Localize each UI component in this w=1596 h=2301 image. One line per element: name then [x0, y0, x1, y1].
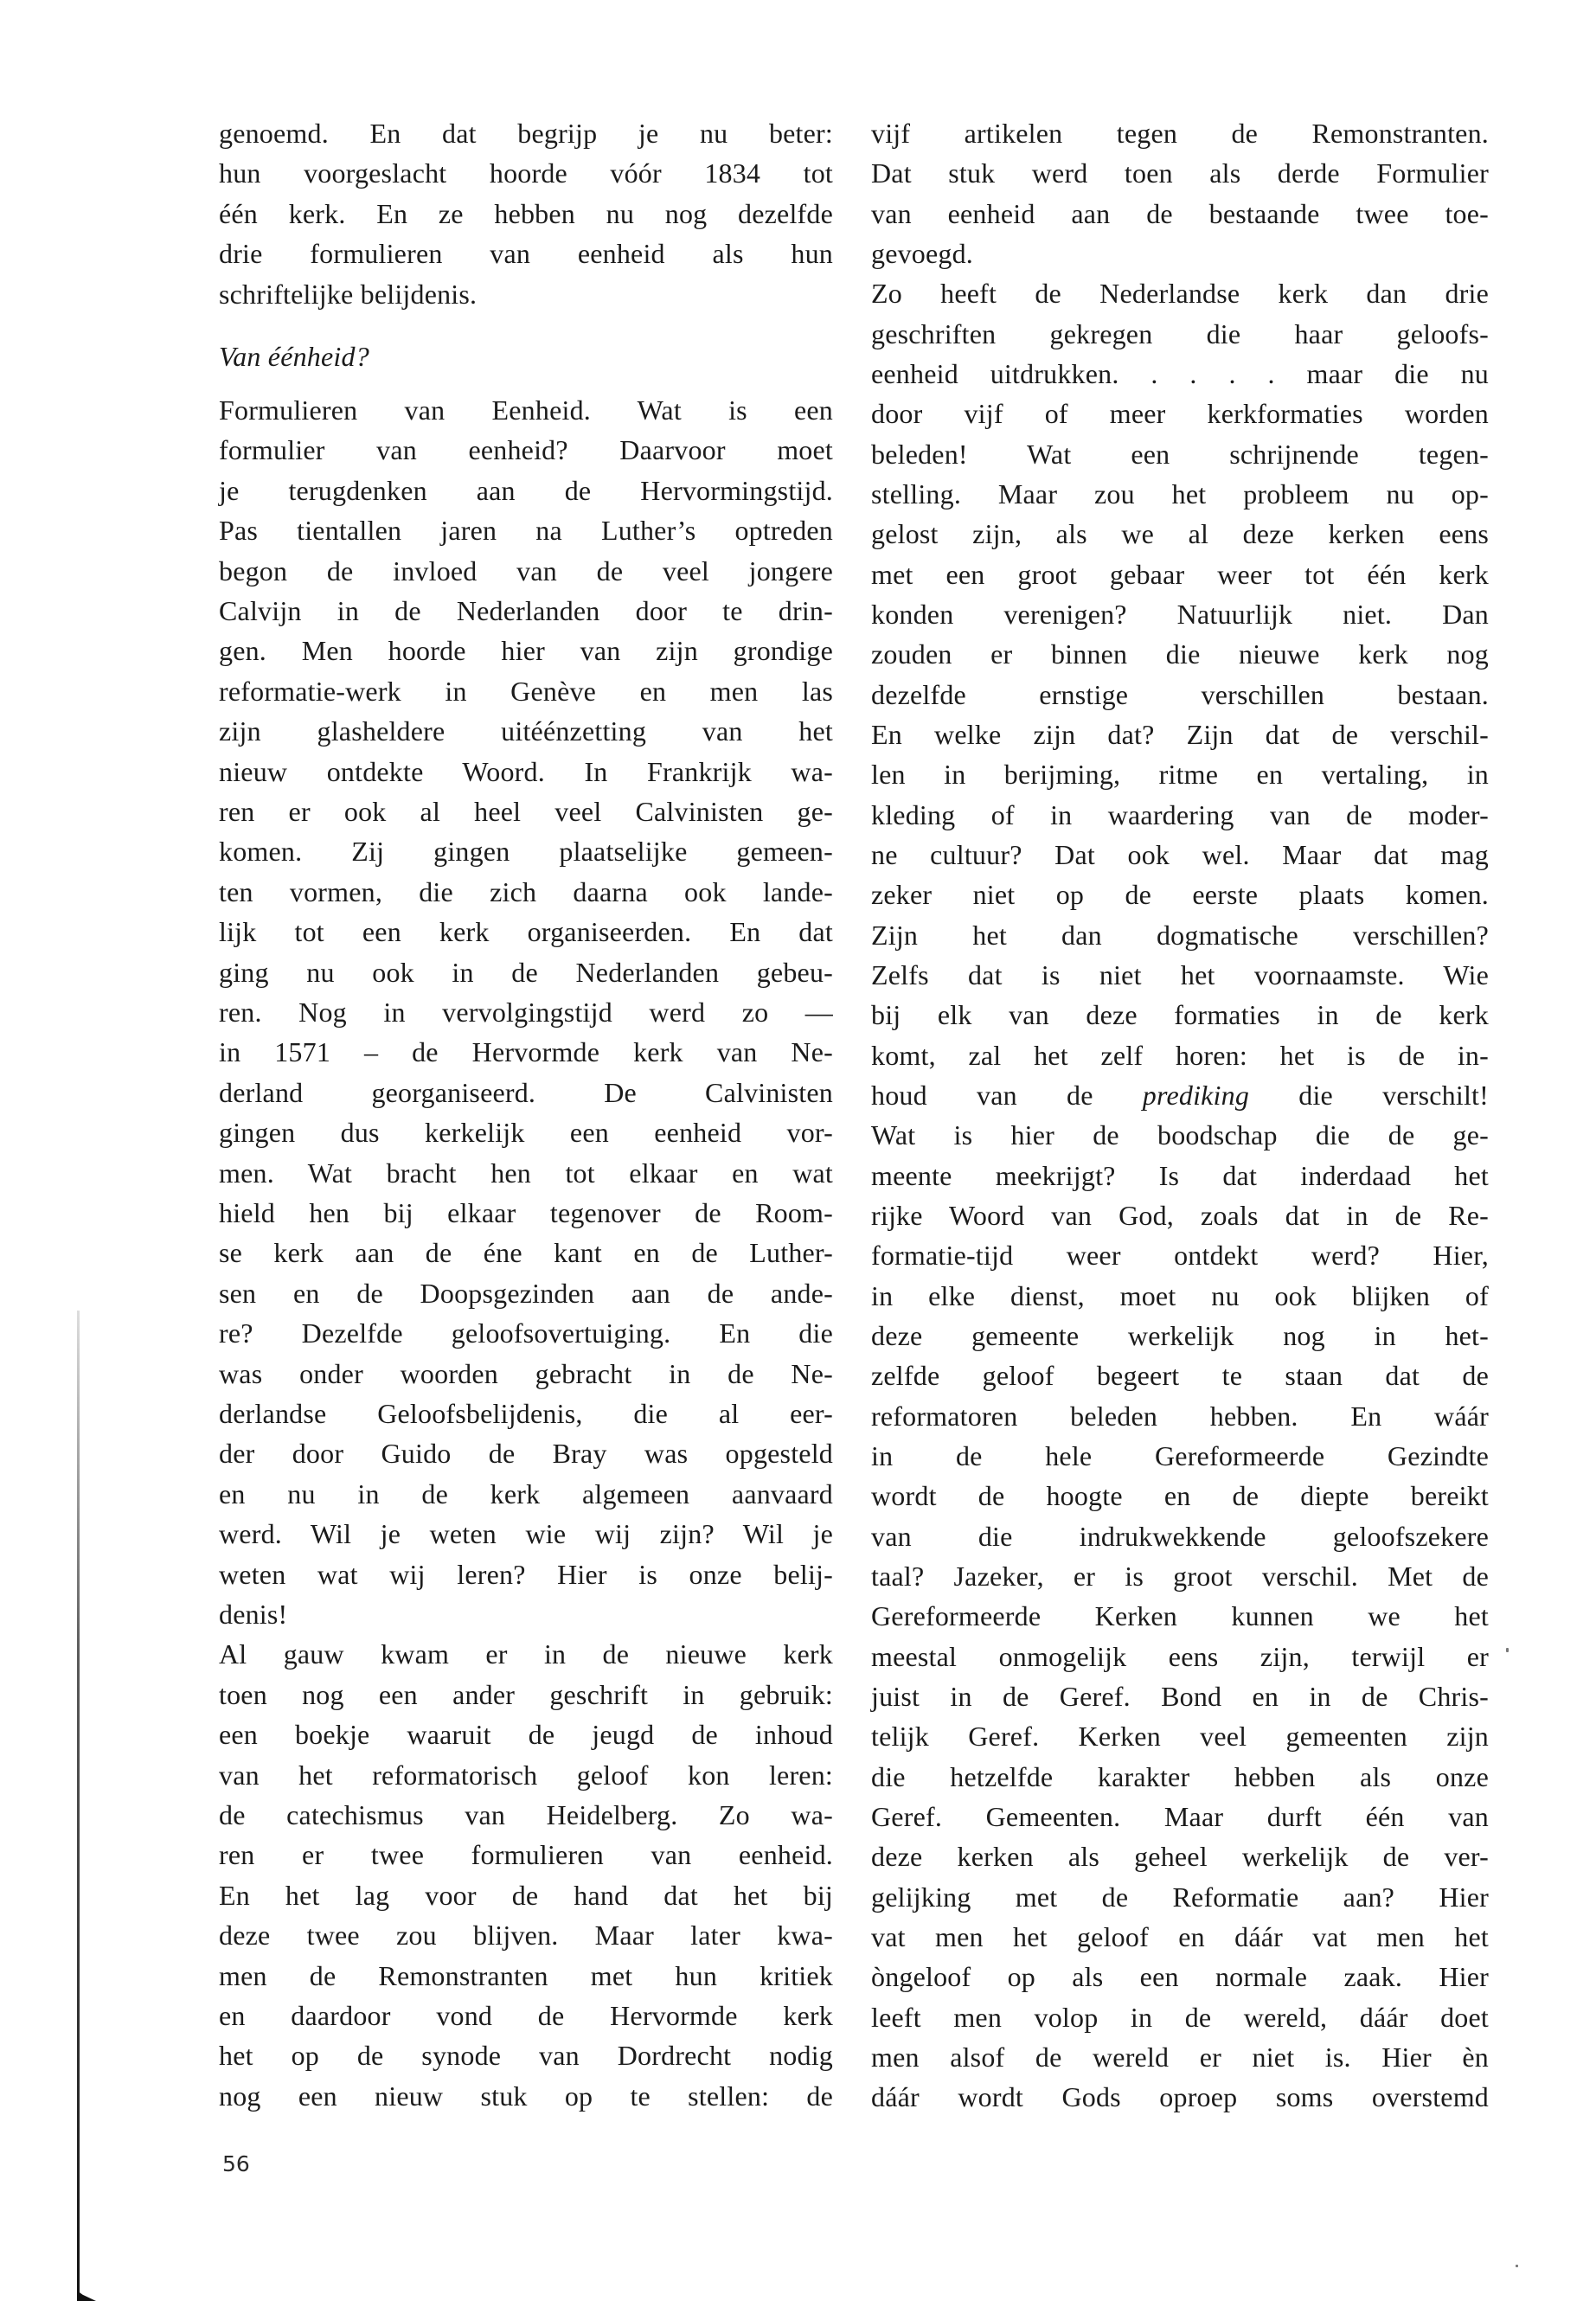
text-line: geschriften gekregen die haar geloofs- — [871, 317, 1489, 349]
text-line: formulier van eenheid? Daarvoor moet — [219, 434, 833, 466]
text-line: beleden! Wat een schrijnende tegen- — [871, 438, 1489, 470]
text-line: Zo heeft de Nederlandse kerk dan drie — [871, 278, 1489, 310]
text-line: gelijking met de Reformatie aan? Hier — [871, 1881, 1489, 1913]
text-line: denis! — [219, 1599, 288, 1630]
text-line: Wat is hier de boodschap die de ge- — [871, 1119, 1489, 1151]
text-line: reformatoren beleden hebben. En wáár — [871, 1400, 1489, 1432]
text-line: re? Dezelfde geloofsovertuiging. En die — [219, 1317, 833, 1349]
text-line: eenheid uitdrukken. . . . . maar die nu — [871, 357, 1489, 389]
text-line: len in berijming, ritme en vertaling, in — [871, 759, 1489, 791]
text-line: men alsof de wereld er niet is. Hier èn — [871, 2041, 1489, 2073]
text-line: in 1571 – de Hervormde kerk van Ne- — [219, 1036, 833, 1068]
text-line: meestal onmogelijk eens zijn, terwijl er — [871, 1640, 1489, 1672]
text-line: reformatie-werk in Genève en men las — [219, 675, 833, 707]
text-line: bij elk van deze formaties in de kerk — [871, 999, 1489, 1031]
text-line: gen. Men hoorde hier van zijn grondige — [219, 635, 833, 667]
text-line: was onder woorden gebracht in de Ne- — [219, 1357, 833, 1389]
text-line: gevoegd. — [871, 237, 974, 269]
text-line: dezelfde ernstige verschillen bestaan. — [871, 678, 1489, 710]
text-line: en nu in de kerk algemeen aanvaard — [219, 1477, 833, 1509]
emphasized-word: prediking — [1142, 1079, 1250, 1111]
text-line: drie formulieren van eenheid als hun — [219, 238, 833, 270]
text-line: toen nog een ander geschrift in gebruik: — [219, 1678, 833, 1710]
text-line: telijk Geref. Kerken veel gemeenten zijn — [871, 1721, 1489, 1753]
text-line — [871, 1075, 1489, 1115]
text-line: Zelfs dat is niet het voornaamste. Wie — [871, 958, 1489, 990]
text-line: formatie-tijd weer ontdekt werd? Hier, — [871, 1240, 1489, 1272]
text-line: van die indrukwekkende geloofszekere — [871, 1520, 1489, 1552]
text-line: gelost zijn, als we al deze kerken eens — [871, 518, 1489, 550]
text-line: rijke Woord van God, zoals dat in de Re- — [871, 1199, 1489, 1231]
text-line: ten vormen, die zich daarna ook lande- — [219, 875, 833, 907]
text-line: se kerk aan de éne kant en de Luther- — [219, 1237, 833, 1269]
text-line: lijk tot een kerk organiseerden. En dat — [219, 916, 833, 948]
text-line: zijn glasheldere uitéénzetting van het — [219, 715, 833, 747]
page-number: 56 — [222, 2151, 250, 2176]
text-line: genoemd. En dat begrijp je nu beter: — [219, 118, 833, 149]
text-line: met een groot gebaar weer tot één kerk — [871, 558, 1489, 590]
text-line: En het lag voor de hand dat het bij — [219, 1879, 833, 1911]
text-line: van het reformatorisch geloof kon leren: — [219, 1759, 833, 1791]
text-line: taal? Jazeker, er is groot verschil. Met de — [871, 1560, 1489, 1592]
text-line: leeft men volop in de wereld, dáár doet — [871, 2001, 1489, 2033]
text-line: meente meekrijgt? Is dat inderdaad het — [871, 1159, 1489, 1191]
text-line: men de Remonstranten met hun kritiek — [219, 1959, 833, 1991]
text-line: Al gauw kwam er in de nieuwe kerk — [219, 1638, 833, 1670]
text-line: vat men het geloof en dáár vat men het — [871, 1920, 1489, 1952]
text-line: zouden er binnen die nieuwe kerk nog — [871, 638, 1489, 670]
text-line: de catechismus van Heidelberg. Zo wa- — [219, 1799, 833, 1830]
text-line: En welke zijn dat? Zijn dat de verschil- — [871, 718, 1489, 750]
text-line: komen. Zij gingen plaatselijke gemeen- — [219, 836, 833, 868]
text-line: stelling. Maar zou het probleem nu op- — [871, 478, 1489, 510]
text-line: in elke dienst, moet nu ook blijken of — [871, 1279, 1489, 1311]
text-line: en daardoor vond de Hervormde kerk — [219, 2000, 833, 2031]
text-line: door vijf of meer kerkformaties worden — [871, 398, 1489, 430]
text-line: het op de synode van Dordrecht nodig — [219, 2040, 833, 2072]
text-line: weten wat wij leren? Hier is onze belij- — [219, 1558, 833, 1590]
text-line: begon de invloed van de veel jongere — [219, 554, 833, 586]
binding-edge-foot — [77, 2291, 96, 2301]
text-line: nog een nieuw stuk op te stellen: de — [219, 2080, 833, 2112]
text-line: Geref. Gemeenten. Maar durft één van — [871, 1800, 1489, 1832]
text-line: deze twee zou blijven. Maar later kwa- — [219, 1920, 833, 1952]
text-line: wordt de hoogte en de diepte bereikt — [871, 1480, 1489, 1512]
scan-speck — [1506, 1648, 1509, 1652]
text-line: hun voorgeslacht hoorde vóór 1834 tot — [219, 157, 833, 189]
text-line: één kerk. En ze hebben nu nog dezelfde — [219, 197, 833, 229]
text-line: van eenheid aan de bestaande twee toe- — [871, 197, 1489, 229]
text-line: deze kerken als geheel werkelijk de ver- — [871, 1841, 1489, 1873]
text-line: ging nu ook in de Nederlanden gebeu- — [219, 956, 833, 988]
text-line: werd. Wil je weten wie wij zijn? Wil je — [219, 1518, 833, 1550]
text-line: Gereformeerde Kerken kunnen we het — [871, 1600, 1489, 1632]
text-line: gingen dus kerkelijk een eenheid vor- — [219, 1117, 833, 1149]
text-line: Zijn het dan dogmatische verschillen? — [871, 919, 1489, 951]
text-run: houd van de — [871, 1079, 1143, 1111]
text-line: Formulieren van Eenheid. Wat is een — [219, 394, 833, 426]
text-line: Dat stuk werd toen als derde Formulier — [871, 157, 1489, 189]
scan-speck — [1516, 2265, 1518, 2267]
text-line: derland georganiseerd. De Calvinisten — [219, 1076, 833, 1108]
text-line: nieuw ontdekte Woord. In Frankrijk wa- — [219, 755, 833, 787]
text-line: kleding of in waardering van de moder- — [871, 798, 1489, 830]
text-line: je terugdenken aan de Hervormingstijd. — [219, 474, 833, 506]
text-line: derlandse Geloofsbelijdenis, die al eer- — [219, 1398, 833, 1429]
text-line: deze gemeente werkelijk nog in het- — [871, 1319, 1489, 1351]
text-line: Calvijn in de Nederlanden door te drin- — [219, 595, 833, 626]
section-heading: Van éénheid? — [219, 341, 369, 372]
text-line: juist in de Geref. Bond en in de Chris- — [871, 1680, 1489, 1712]
text-line: in de hele Gereformeerde Gezindte — [871, 1439, 1489, 1471]
text-line: òngeloof op als een normale zaak. Hier — [871, 1961, 1489, 1993]
text-line: hield hen bij elkaar tegenover de Room- — [219, 1197, 833, 1228]
text-line: Pas tientallen jaren na Luther’s optreden — [219, 515, 833, 547]
text-line: zelfde geloof begeert te staan dat de — [871, 1360, 1489, 1392]
text-line: der door Guido de Bray was opgesteld — [219, 1438, 833, 1470]
text-line: konden verenigen? Natuurlijk niet. Dan — [871, 598, 1489, 630]
text-line: ren. Nog in vervolgingstijd werd zo — — [219, 997, 833, 1028]
text-line: vijf artikelen tegen de Remonstranten. — [871, 118, 1489, 149]
text-line: zeker niet op de eerste plaats komen. — [871, 879, 1489, 911]
text-line: schriftelijke belijdenis. — [219, 278, 478, 310]
text-line: ne cultuur? Dat ook wel. Maar dat mag — [871, 838, 1489, 870]
text-line: dáár wordt Gods oproep soms overstemd — [871, 2081, 1489, 2113]
text-line: die hetzelfde karakter hebben als onze — [871, 1760, 1489, 1792]
text-run: die verschilt! — [1249, 1079, 1489, 1111]
text-line: ren er twee formulieren van eenheid. — [219, 1839, 833, 1871]
binding-edge-line — [77, 1311, 80, 2301]
text-line: sen en de Doopsgezinden aan de ande- — [219, 1277, 833, 1309]
text-line: men. Wat bracht hen tot elkaar en wat — [219, 1157, 833, 1189]
text-line: komt, zal het zelf horen: het is de in- — [871, 1039, 1489, 1071]
text-line: ren er ook al heel veel Calvinisten ge- — [219, 796, 833, 827]
text-line: een boekje waaruit de jeugd de inhoud — [219, 1719, 833, 1751]
